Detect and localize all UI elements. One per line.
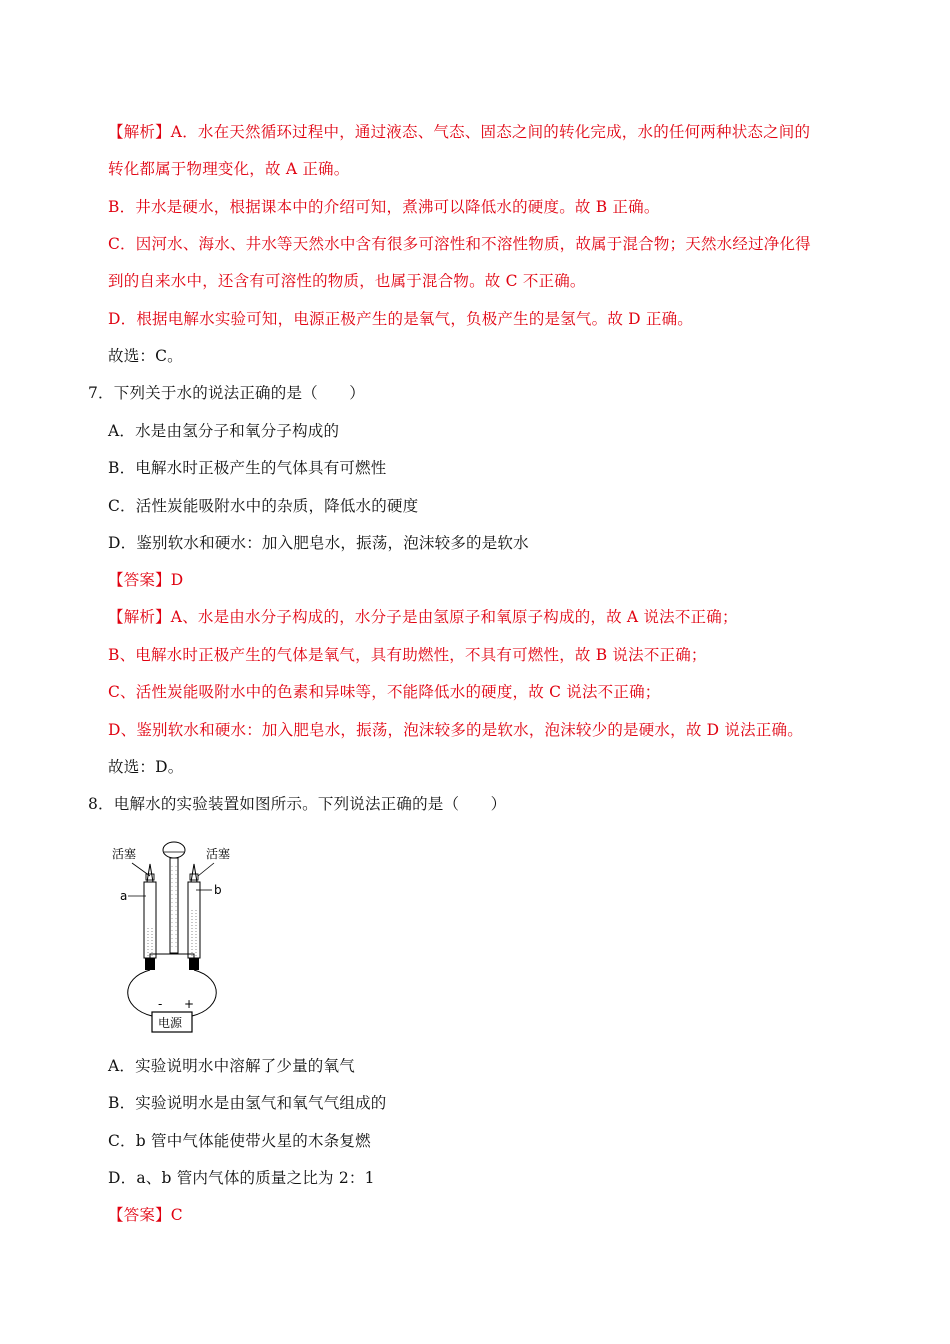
- tube-b: [188, 882, 200, 958]
- q7-option-d: D．鉴别软水和硬水：加入肥皂水，振荡，泡沫较多的是软水: [108, 534, 529, 552]
- q7-choice: 故选：D。: [108, 758, 184, 776]
- tube-b-nozzle: [191, 864, 197, 882]
- wire-negative: [128, 970, 152, 1016]
- bottom-connector: [150, 954, 194, 958]
- minus-sign: -: [158, 997, 163, 1011]
- tube-a-nozzle: [147, 864, 153, 882]
- q6-analysis-c1: C．因河水、海水、井水等天然水中含有很多可溶性和不溶性物质，故属于混合物；天然水经过净化得: [108, 235, 811, 253]
- tube-b-label: b: [214, 883, 222, 897]
- electrode-negative: [145, 958, 155, 970]
- wire-positive: [192, 970, 216, 1016]
- q7-option-b: B．电解水时正极产生的气体具有可燃性: [108, 459, 387, 477]
- q6-analysis-b: B．井水是硬水，根据课本中的介绍可知，煮沸可以降低水的硬度。故 B 正确。: [108, 198, 660, 216]
- q7-stem: 7．下列关于水的说法正确的是（ ）: [88, 384, 365, 402]
- tube-a: [144, 882, 156, 958]
- q6-analysis-d: D．根据电解水实验可知，电源正极产生的是氧气，负极产生的是氢气。故 D 正确。: [108, 310, 694, 328]
- q6-analysis-c2: 到的自来水中，还含有可溶性的物质，也属于混合物。故 C 不正确。: [108, 272, 586, 290]
- q8-answer: 【答案】C: [108, 1206, 183, 1224]
- left-valve-label: 活塞: [112, 847, 137, 861]
- q7-analysis-d: D、鉴别软水和硬水：加入肥皂水，振荡，泡沫较多的是软水，泡沫较少的是硬水，故 D 说法正确。: [108, 721, 803, 739]
- right-valve-label: 活塞: [206, 847, 231, 861]
- q8-option-b: B．实验说明水是由氢气和氧气气组成的: [108, 1094, 387, 1112]
- plus-sign: +: [184, 997, 195, 1011]
- q8-option-c: C．b 管中气体能使带火星的木条复燃: [108, 1132, 371, 1150]
- q6-choice: 故选：C。: [108, 347, 183, 365]
- q7-answer: 【答案】D: [108, 571, 184, 589]
- q7-analysis-b: B、电解水时正极产生的气体是氧气，具有助燃性，不具有可燃性，故 B 说法不正确；: [108, 646, 707, 664]
- q7-analysis-c: C、活性炭能吸附水中的色素和异味等，不能降低水的硬度，故 C 说法不正确；: [108, 683, 661, 701]
- q7-analysis-a: 【解析】A、水是由水分子构成的，水分子是由氢原子和氧原子构成的，故 A 说法不正确；: [108, 608, 738, 626]
- q8-stem: 8．电解水的实验装置如图所示。下列说法正确的是（ ）: [88, 795, 507, 813]
- q8-option-a: A．实验说明水中溶解了少量的氧气: [108, 1057, 355, 1075]
- q6-analysis-line1: 【解析】A．水在天然循环过程中，通过液态、气态、固态之间的转化完成，水的任何两种状态之间的: [108, 123, 811, 141]
- electrolysis-apparatus-figure: [110, 838, 250, 1038]
- electrolysis-apparatus-diagram: [110, 838, 250, 1038]
- middle-tube: [170, 858, 178, 953]
- tube-a-label: a: [120, 889, 128, 903]
- q8-option-d: D．a、b 管内气体的质量之比为 2：1: [108, 1169, 375, 1187]
- electrode-positive: [189, 958, 199, 970]
- q7-option-c: C．活性炭能吸附水中的杂质，降低水的硬度: [108, 497, 419, 515]
- q6-analysis-line2: 转化都属于物理变化，故 A 正确。: [108, 160, 350, 178]
- q7-option-a: A．水是由氢分子和氧分子构成的: [108, 422, 340, 440]
- top-funnel: [163, 842, 185, 858]
- power-source-label: 电源: [158, 1016, 183, 1030]
- right-valve-leader: [198, 863, 214, 876]
